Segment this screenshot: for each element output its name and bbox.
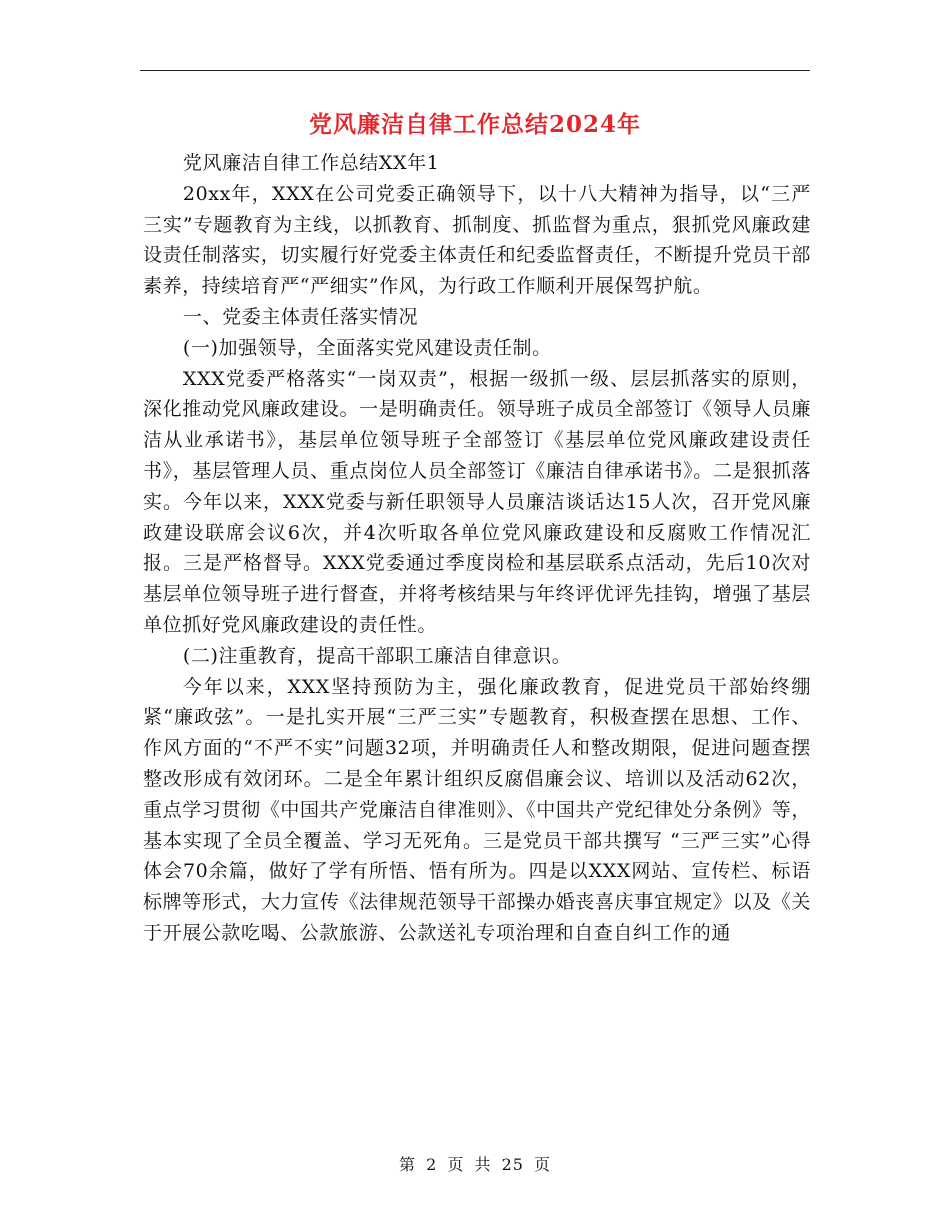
paragraph-subtitle: 党风廉洁自律工作总结XX年1 <box>182 152 440 174</box>
footer-total-word: 共 <box>474 1155 492 1174</box>
document-body <box>143 148 811 949</box>
footer-current-page: 2 <box>426 1155 438 1174</box>
paragraph-intro: 20xx年，XXX在公司党委正确领导下，以十八大精神为指导，以“三严三实”专题教育为主线，以抓教育、抓制度、抓监督为重点，狠抓党风廉政建设责任制落实，切实履行好党委主体责任和纪委监督责任，不断提升党员干部素养，持续培育严“严细实”作风，为行政工作顺利开展保驾护航。 <box>143 182 811 298</box>
subsection-heading-1: (一)加强领导，全面落实党风建设责任制。 <box>182 336 552 359</box>
document-title: 党风廉洁自律工作总结2024年 <box>308 111 641 138</box>
footer-suffix: 页 <box>534 1155 552 1174</box>
page-footer <box>0 1152 950 1175</box>
footer-total-pages: 25 <box>501 1155 524 1174</box>
header-rule <box>140 70 810 71</box>
paragraph-education: 今年以来，XXX坚持预防为主，强化廉政教育，促进党员干部始终绷紧“廉政弦”。一是扎实开展“三严三实”专题教育，积极查摆在思想、工作、作风方面的“不严不实”问题32项，并明确责任人和整改期限，促进问题查摆整改形成有效闭环。二是全年累计组织反腐倡廉会议、培训以及活动62次，重点学习贯彻《中国共产党廉洁自律准则》、《中国共产党纪律处分条例》等，基本实现了全员全覆盖、学习无死角。三是党员干部共撰写 “三严三实”心得体会70余篇，做好了学有所悟、悟有所为。四是以XXX网站、宣传栏、标语标牌等形式，大力宣传《法律规范领导干部操办婚丧喜庆事宜规定》以及《关于开展公款吃喝、公款旅游、公款送礼专项治理和自查自纠工作的通 <box>143 675 811 944</box>
footer-prefix: 第 <box>398 1155 416 1174</box>
footer-page-word: 页 <box>447 1155 465 1174</box>
paragraph-leadership: XXX党委严格落实“一岗双责”，根据一级抓一级、层层抓落实的原则，深化推动党风廉政建设。一是明确责任。领导班子成员全部签订《领导人员廉洁从业承诺书》，基层单位领导班子全部签订《基层单位党风廉政建设责任书》，基层管理人员、重点岗位人员全部签订《廉洁自律承诺书》。二是狠抓落实。今年以来，XXX党委与新任职领导人员廉洁谈话达15人次，召开党风廉政建设联席会议6次，并4次听取各单位党风廉政建设和反腐败工作情况汇报。三是严格督导。XXX党委通过季度岗检和基层联系点活动，先后10次对基层单位领导班子进行督查，并将考核结果与年终评优评先挂钩，增强了基层单位抓好党风廉政建设的责任性。 <box>143 367 811 636</box>
section-heading-1: 一、党委主体责任落实情况 <box>182 305 419 328</box>
subsection-heading-2: (二)注重教育，提高干部职工廉洁自律意识。 <box>182 644 572 667</box>
